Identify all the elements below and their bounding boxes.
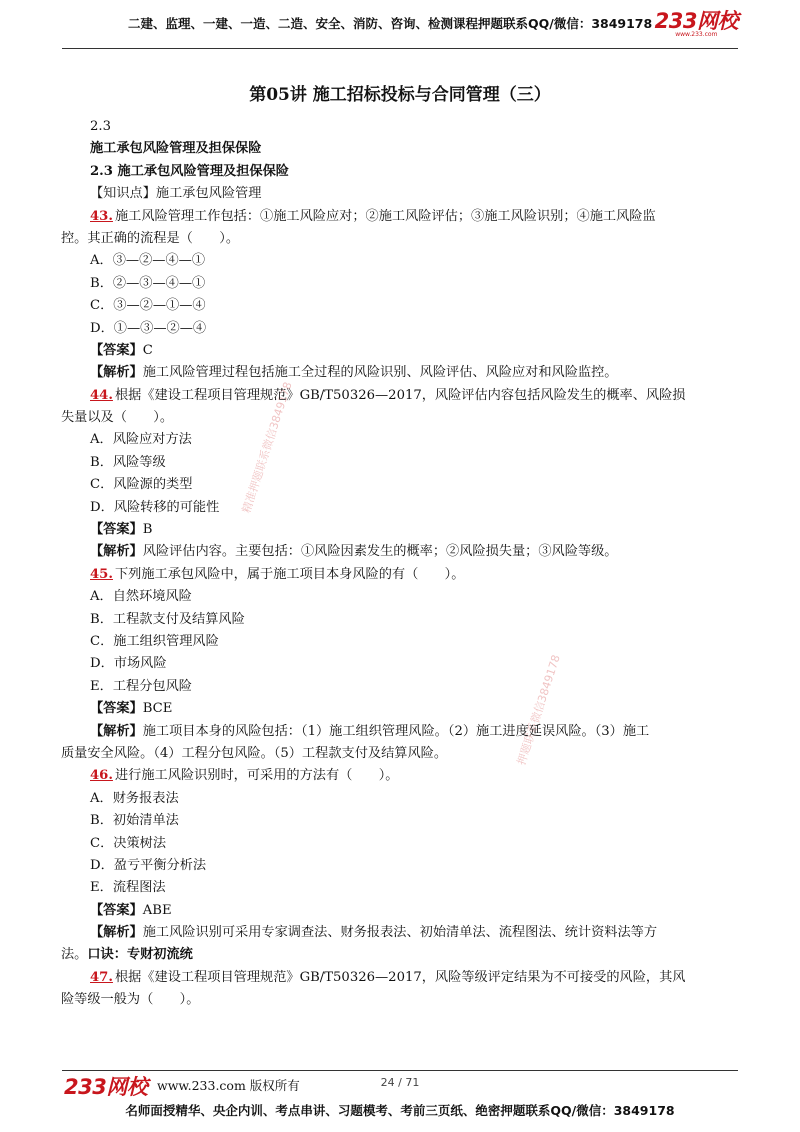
question-45 (90, 564, 740, 586)
answer (90, 698, 740, 720)
option-d: D．风险转移的可能性 (90, 499, 220, 515)
analysis-text-end: 法。 (61, 947, 88, 963)
brand-logo-text: 233网校 (654, 9, 738, 33)
option-a: A．风险应对方法 (90, 432, 192, 448)
option-b: B．②—③—④—① (90, 275, 206, 291)
answer-value: C (142, 342, 153, 358)
section-subheading: 2.3 施工承包风险管理及担保保险 (90, 163, 289, 179)
footer-brand-logo: 233网校 (64, 1075, 148, 1099)
question-text: 进行施工风险识别时，可采用的方法有（ ）。 (114, 768, 399, 784)
option-c: C．施工组织管理风险 (90, 633, 219, 649)
option-d: D．市场风险 (90, 656, 167, 672)
question-text: 根据《建设工程项目管理规范》GB/T50326—2017，风险等级评定结果为不可接受的风险，其风 (114, 969, 686, 985)
answer (90, 900, 740, 922)
analysis-text: 施工风险管理过程包括施工全过程的风险识别、风险评估、风险应对和风险监控。 (142, 365, 618, 381)
answer-label: 【答案】 (90, 902, 143, 918)
option-a: A．自然环境风险 (90, 589, 192, 605)
question-text: 下列施工承包风险中，属于施工项目本身风险的有（ ）。 (114, 566, 465, 582)
brand-logo (655, 10, 738, 38)
analysis (90, 922, 740, 944)
option-a: A．财务报表法 (90, 790, 179, 806)
question-text-continued: 险等级一般为（ ）。 (61, 992, 200, 1008)
answer (90, 340, 740, 362)
document-body (61, 116, 740, 1012)
option-c: C．决策树法 (90, 835, 167, 851)
watermark: 押题联系微信3849178 (514, 653, 563, 767)
answer-value: ABE (142, 902, 172, 918)
answer-label: 【答案】 (90, 522, 143, 538)
answer-value: B (142, 522, 153, 538)
analysis-text: 风险评估内容。主要包括：①风险因素发生的概率；②风险损失量；③风险等级。 (142, 544, 618, 560)
option-a: A．③—②—④—① (90, 253, 206, 269)
mnemonic: 口诀：专财初流统 (87, 947, 193, 963)
analysis-label: 【解析】 (90, 925, 143, 941)
question-text-continued: 控。其正确的流程是（ ）。 (61, 230, 240, 246)
analysis-text-continued: 质量安全风险。（4）工程分包风险。（5）工程款支付及结算风险。 (61, 745, 448, 761)
option-c: C．③—②—①—④ (90, 298, 206, 314)
option-b: B．初始清单法 (90, 813, 179, 829)
answer-label: 【答案】 (90, 342, 143, 358)
analysis-label: 【解析】 (90, 544, 143, 560)
page-number: 24 / 71 (380, 1076, 420, 1089)
analysis (90, 362, 740, 384)
question-44 (90, 385, 740, 407)
header-contact-text: 二建、监理、一建、一造、二造、安全、消防、咨询、检测课程押题联系QQ/微信：3849178 (128, 16, 653, 31)
question-number: 45. (90, 566, 113, 582)
option-b: B．风险等级 (90, 454, 166, 470)
analysis-label: 【解析】 (90, 365, 143, 381)
section-heading: 施工承包风险管理及担保保险 (90, 141, 262, 157)
knowledge-point: 【知识点】施工承包风险管理 (90, 186, 262, 202)
question-number: 44. (90, 387, 113, 403)
footer-site-copyright: www.233.com 版权所有 (157, 1078, 300, 1093)
section-number: 2.3 (90, 119, 111, 134)
header-divider (62, 48, 738, 49)
question-43 (90, 206, 740, 228)
answer-value: BCE (142, 701, 173, 717)
answer (90, 519, 740, 541)
option-d: D．盈亏平衡分析法 (90, 857, 207, 873)
question-number: 46. (90, 768, 113, 784)
analysis-text: 施工风险识别可采用专家调查法、财务报表法、初始清单法、流程图法、统计资料法等方 (142, 925, 658, 941)
option-e: E．流程图法 (90, 880, 166, 896)
option-d: D．①—③—②—④ (90, 320, 207, 336)
option-e: E．工程分包风险 (90, 678, 192, 694)
question-47 (90, 967, 740, 989)
footer-divider (62, 1070, 738, 1071)
question-number: 47. (90, 969, 113, 985)
page-title: 第05讲 施工招标投标与合同管理（三） (249, 85, 551, 105)
answer-label: 【答案】 (90, 701, 143, 717)
question-text-continued: 失量以及（ ）。 (61, 410, 174, 426)
option-b: B．工程款支付及结算风险 (90, 611, 245, 627)
analysis (90, 541, 740, 563)
option-c: C．风险源的类型 (90, 477, 193, 493)
analysis-label: 【解析】 (90, 723, 143, 739)
analysis-text-continued (61, 944, 740, 966)
footer-contact-text: 名师面授精华、央企内训、考点串讲、习题模考、考前三页纸、绝密押题联系QQ/微信：3849178 (125, 1103, 675, 1118)
question-text: 根据《建设工程项目管理规范》GB/T50326—2017，风险评估内容包括风险发生的概率、风险损 (114, 387, 686, 403)
analysis-text: 施工项目本身的风险包括：（1）施工组织管理风险。（2）施工进度延误风险。（3）施工 (142, 723, 650, 739)
analysis (90, 721, 740, 743)
question-text: 施工风险管理工作包括：①施工风险应对；②施工风险评估；③施工风险识别；④施工风险监 (114, 208, 656, 224)
watermark: 精准押题联系微信3849178 (239, 380, 295, 515)
question-number: 43. (90, 208, 113, 224)
question-46 (90, 765, 740, 787)
brand-logo-url: www.233.com (675, 31, 718, 38)
